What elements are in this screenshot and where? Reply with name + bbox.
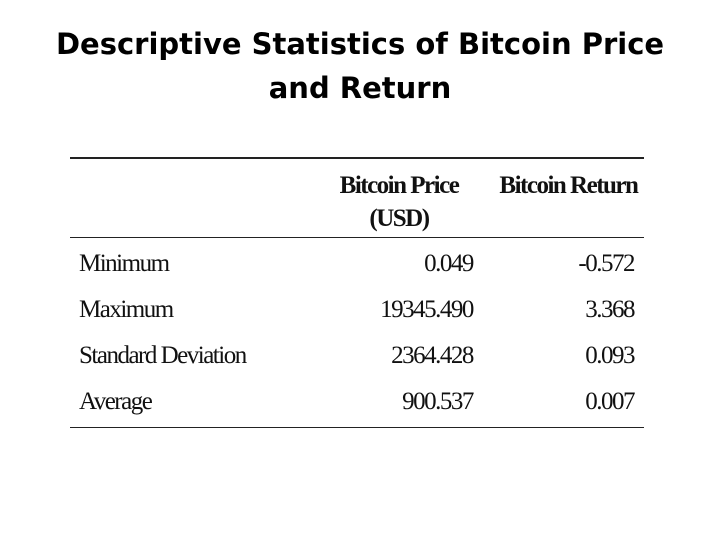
table-body: [70, 238, 644, 428]
bitcoin-price-header: [315, 158, 493, 238]
slide-title-line-1: Descriptive Statistics of Bitcoin Price: [55, 27, 665, 61]
table-row: [70, 238, 644, 288]
table-row: [70, 333, 644, 379]
table-row: [70, 379, 644, 428]
bitcoin-return-header: Bitcoin Return: [499, 172, 638, 199]
table-row: [70, 287, 644, 333]
row-label: Minimum: [79, 250, 169, 277]
table-header-row: [70, 158, 644, 238]
row-label: Maximum: [79, 296, 173, 323]
table-header: [70, 158, 644, 238]
bitcoin-price-header-line-1: Bitcoin Price: [339, 172, 459, 199]
return-value: 3.368: [585, 296, 634, 323]
return-value: 0.007: [585, 388, 634, 415]
price-value: 900.537: [402, 388, 473, 415]
price-value: 0.049: [424, 250, 473, 277]
price-value: 19345.490: [380, 296, 473, 323]
statistics-table-container: [70, 157, 644, 435]
return-value: 0.093: [585, 342, 634, 369]
row-label: Standard Deviation: [79, 342, 246, 369]
price-value: 2364.428: [391, 342, 473, 369]
bitcoin-price-header-line-2: (USD): [369, 205, 429, 232]
slide-title-line-2: and Return: [268, 71, 452, 105]
statistics-table: [70, 157, 644, 428]
slide-title: [0, 22, 720, 110]
stub-header: [70, 158, 315, 238]
row-label: Average: [79, 388, 152, 415]
return-value: -0.572: [578, 250, 634, 277]
